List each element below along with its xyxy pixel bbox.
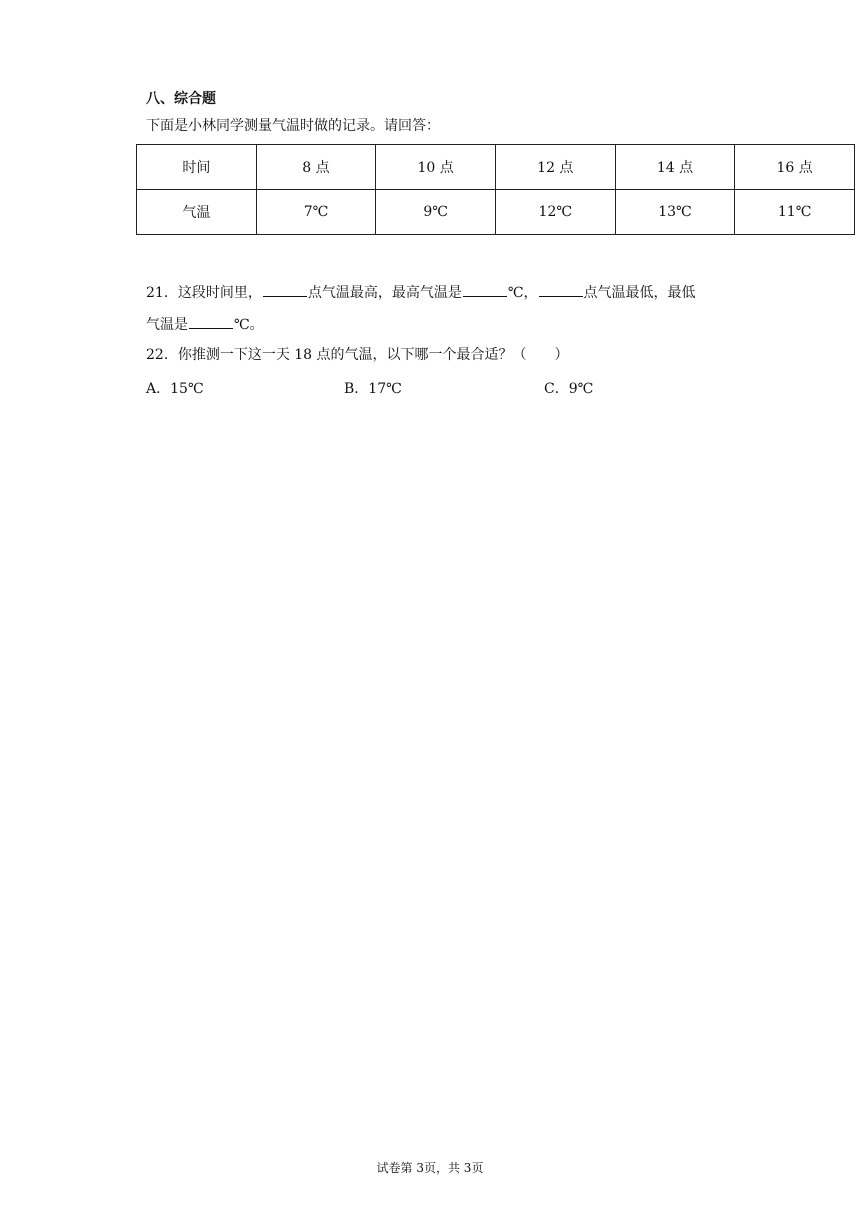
table-cell: 12℃ (495, 190, 615, 235)
option-label: C． (544, 381, 569, 397)
answer-blank-highest-temp[interactable] (463, 282, 507, 297)
question-text: 点气温最高，最高气温是 (307, 285, 462, 301)
question-text: ℃， (507, 285, 538, 301)
question-text: 点气温最低，最低 (583, 285, 696, 301)
question-21 (146, 277, 786, 341)
table-cell: 7℃ (256, 190, 376, 235)
table-cell: 9℃ (376, 190, 496, 235)
option-c[interactable] (544, 379, 593, 399)
row-header-time: 时间 (137, 145, 257, 190)
question-22: 22．你推测一下这一天 18 点的气温，以下哪一个最合适？（ ） (146, 347, 569, 363)
question-text: 气温是 (146, 317, 188, 333)
section-intro: 下面是小林同学测量气温时做的记录。请回答： (146, 118, 440, 134)
section-title: 八、综合题 (146, 91, 216, 107)
table-cell: 11℃ (735, 190, 855, 235)
answer-blank-lowest-time[interactable] (539, 282, 583, 297)
answer-blank-lowest-temp[interactable] (189, 314, 233, 329)
table-cell: 8 点 (256, 145, 376, 190)
table-row-temperature (137, 190, 855, 235)
option-value: 17℃ (368, 381, 402, 397)
option-value: 15℃ (170, 381, 204, 397)
table-cell: 10 点 (376, 145, 496, 190)
option-a[interactable] (146, 379, 204, 399)
option-value: 9℃ (568, 381, 594, 397)
option-label: B． (344, 381, 369, 397)
question-number: 21． (146, 285, 178, 301)
option-b[interactable] (344, 379, 402, 399)
table-cell: 13℃ (615, 190, 735, 235)
temperature-record-table (136, 144, 855, 235)
question-text: 这段时间里， (177, 285, 262, 301)
table-row-time (137, 145, 855, 190)
table-cell: 14 点 (615, 145, 735, 190)
table-cell: 12 点 (495, 145, 615, 190)
question-text: ℃。 (234, 317, 264, 333)
row-header-temperature: 气温 (137, 190, 257, 235)
table-cell: 16 点 (735, 145, 855, 190)
option-label: A． (146, 381, 171, 397)
answer-blank-highest-time[interactable] (263, 282, 307, 297)
page-footer: 试卷第 3页，共 3页 (376, 1161, 484, 1175)
